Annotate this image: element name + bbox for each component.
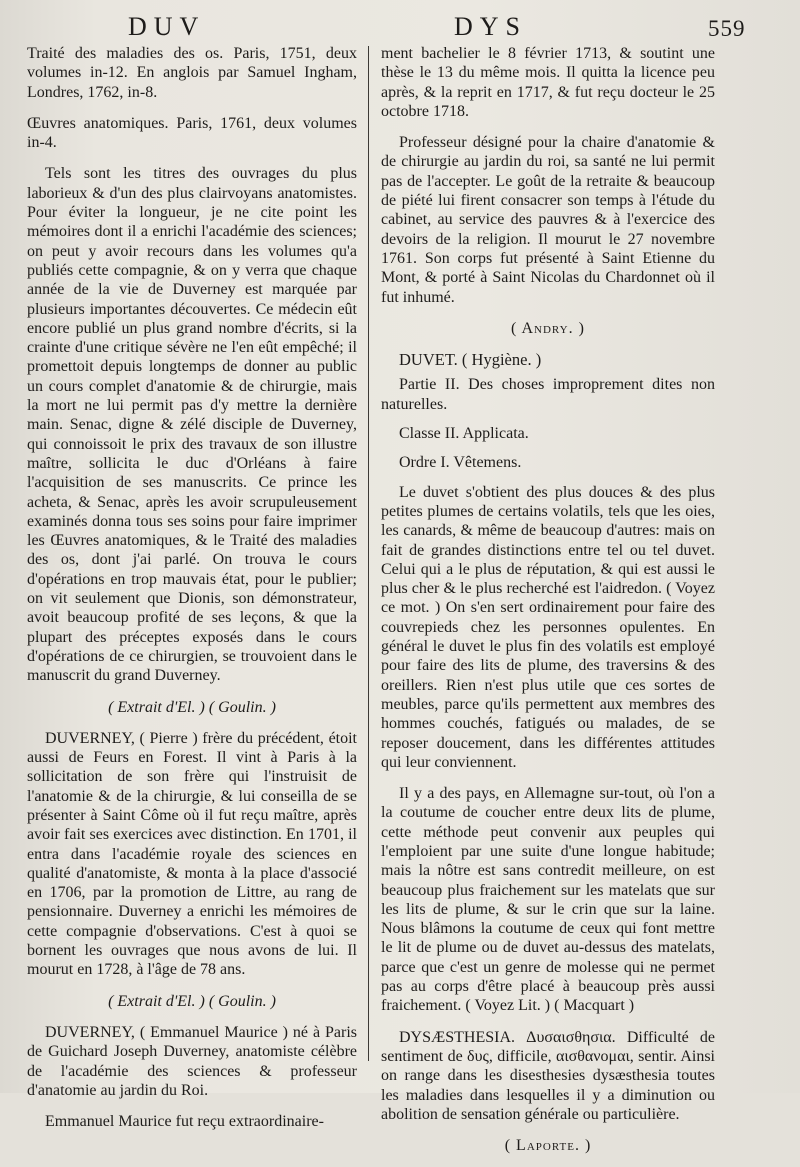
entry-duverney-pierre: DUVERNEY, ( Pierre ) frère du précédent, étoit aussi de Feurs en Forest. Il vint à Paris à la sollicitation de son frère qui l'instruisit de l'anatomie & de la chirurgie, & lui conseilla de se présenter à Saint Côme où il fut reçu maître, après avoir fait ses exercices avec distinction. En 1701, il entra dans l'académie royale des sciences en qualité d'anatomiste, & monta à la place d'associé en 1706, par la promotion de Littre, au rang de pensionnaire. Duverney a enrichi les mémoires de cette compagnie d'observations. C'est à quoi se bornent les ouvrages que nous avons de lui. Il mourut en 1728, à l'âge de 78 ans. [27, 729, 357, 979]
page-number: 559 [708, 16, 746, 41]
heading-duvet: DUVET. ( Hygiène. ) [399, 350, 542, 370]
paragraph-titres: Tels sont les titres des ouvrages du plus laborieux & d'un des plus clairvoyans anatomistes. Pour éviter la longueur, je ne cite point les mémoires dont il a enrichi l'académie des sciences; on peut y avoir recours dans les volumes qu'a publiés cette compagnie, & on y verra que chaque année de la vie de Duverney est marquée par plusieurs importantes découvertes. Ce médecin eût encore publié un plus grand nombre d'écrits, si la crainte d'une critique sévère ne l'en eût empêché; il promettoit depuis longtemps de donner au public un cours complet d'anatomie & de chirurgie, mais la mort ne lui permit pas d'y mettre la dernière main. Senac, digne & zélé disciple de Duverney, qui connoissoit le prix des travaux de son illustre maître, sollicita le duc d'Orléans à faire l'acquisition de ses manuscrits. Ce prince les acheta, & Senac, après les avoir scrupuleusement examinés donna tous ses soins pour faire imprimer les Œuvres anatomiques, & le Traité des maladies des os, dont j'ai parlé. On trouva le cours d'opérations en trop mauvais état, pour le publier; on vit seulement que Dionis, son démonstrateur, avoit beaucoup profité de ses leçons, & que la plupart des préceptes exposés dans le cours d'opérations de ce chirurgien, se trouvoient dans le manuscrit du grand Duverney. [27, 165, 357, 685]
right-column [381, 44, 715, 1167]
running-head-center: DYS [454, 12, 528, 41]
paragraph-traite: Traité des maladies des os. Paris, 1751, deux volumes in-12. En anglois par Samuel Ingham, Londres, 1762, in-8. [27, 45, 357, 101]
paragraph-professeur: Professeur désigné pour la chaire d'anatomie & de chirurgie au jardin du roi, sa santé ne lui permit pas de l'accepter. Le goût de la retraite & beaucoup de piété lui firent consacrer son temps à l'étude du cabinet, au service des pauvres & à l'exercice des devoirs de la religion. Il mourut le 27 novembre 1761. Son corps fut présenté à Saint Etienne du Mont, & porté à Saint Nicolas du Chardonnet où il fut inhumé. [381, 134, 715, 306]
citation: ( Laporte. ) [504, 1137, 592, 1155]
entry-dysaesthesia: DYSÆSTHESIA. Δυσαισθησια. Difficulté de sentiment de δυς, difficile, αισθανομαι, sentir. Ainsi on range dans les disesthesies dysæsthesia toutes les maladies dans lesquelles il y a diminution ou abolition de sensation générale ou particulière. [381, 1028, 715, 1123]
left-column [27, 44, 357, 1143]
citation: ( Extrait d'El. ) ( Goulin. ) [108, 992, 276, 1010]
heading-ordre: Ordre I. Vêtemens. [399, 454, 522, 472]
paragraph-continued: Emmanuel Maurice fut reçu extraordinaire- [45, 1113, 324, 1131]
heading-partie: Partie II. Des choses improprement dites non naturelles. [381, 376, 715, 413]
running-head-left: DUV [128, 12, 206, 41]
heading-classe: Classe II. Applicata. [399, 425, 529, 443]
paragraph-duvet: Le duvet s'obtient des plus douces & des plus petites plumes de certains volatils, tels que les oies, les canards, & même de beaucoup d'autres: mais on fait de grandes distinctions entre tel ou tel duvet. Celui qui a le plus de réputation, & qui est aussi le plus cher & le plus recherché est l'aidredon. ( Voyez ce mot. ) On s'en sert ordinairement pour faire des couvrepieds chez les personnes opulentes. En général le duvet le plus fin des volatils est employé pour faire des lits de plume, des traversins & des oreillers. Rien n'est plus utile que ces sortes de meubles, parce qu'ils permettent aux membres des hommes couchés, fatigués ou malades, de se reposer doucement, dans les différentes attitudes qui leur conviennent. [381, 483, 715, 771]
citation: ( Andry. ) [511, 319, 585, 337]
entry-duverney-emmanuel: DUVERNEY, ( Emmanuel Maurice ) né à Paris de Guichard Joseph Duverney, anatomiste célèbre de l'académie des sciences & professeur d'anatomie au jardin du Roi. [27, 1023, 357, 1099]
column-rule [368, 46, 369, 1061]
citation: ( Extrait d'El. ) ( Goulin. ) [108, 698, 276, 716]
paragraph-oeuvres: Œuvres anatomiques. Paris, 1761, deux volumes in-4. [27, 114, 357, 152]
paragraph-pays: Il y a des pays, en Allemagne sur-tout, où l'on a la coutume de coucher entre deux lits de plume, cette méthode peut convenir aux peuples qui l'emploient par une suite d'une longue habitude; mais la nôtre est sans contredit meilleure, on est beaucoup plus fraichement sur les matelats que sur les lits de plume, & sur le crin que sur la laine. Nous blâmons la coutume de ceux qui font mettre le lit de plume ou de duvet au-dessus des matelats, parce que c'est un genre de molesse qui ne permet pas au corps d'être placé à beaucoup près aussi fraichement. ( Voyez Lit. ) ( Macquart ) [381, 785, 715, 1015]
paragraph-continuation: ment bachelier le 8 février 1713, & soutint une thèse le 13 du même mois. Il quitta la licence peu après, & la reprit en 1717, & fut reçu docteur le 25 octobre 1718. [381, 45, 715, 120]
